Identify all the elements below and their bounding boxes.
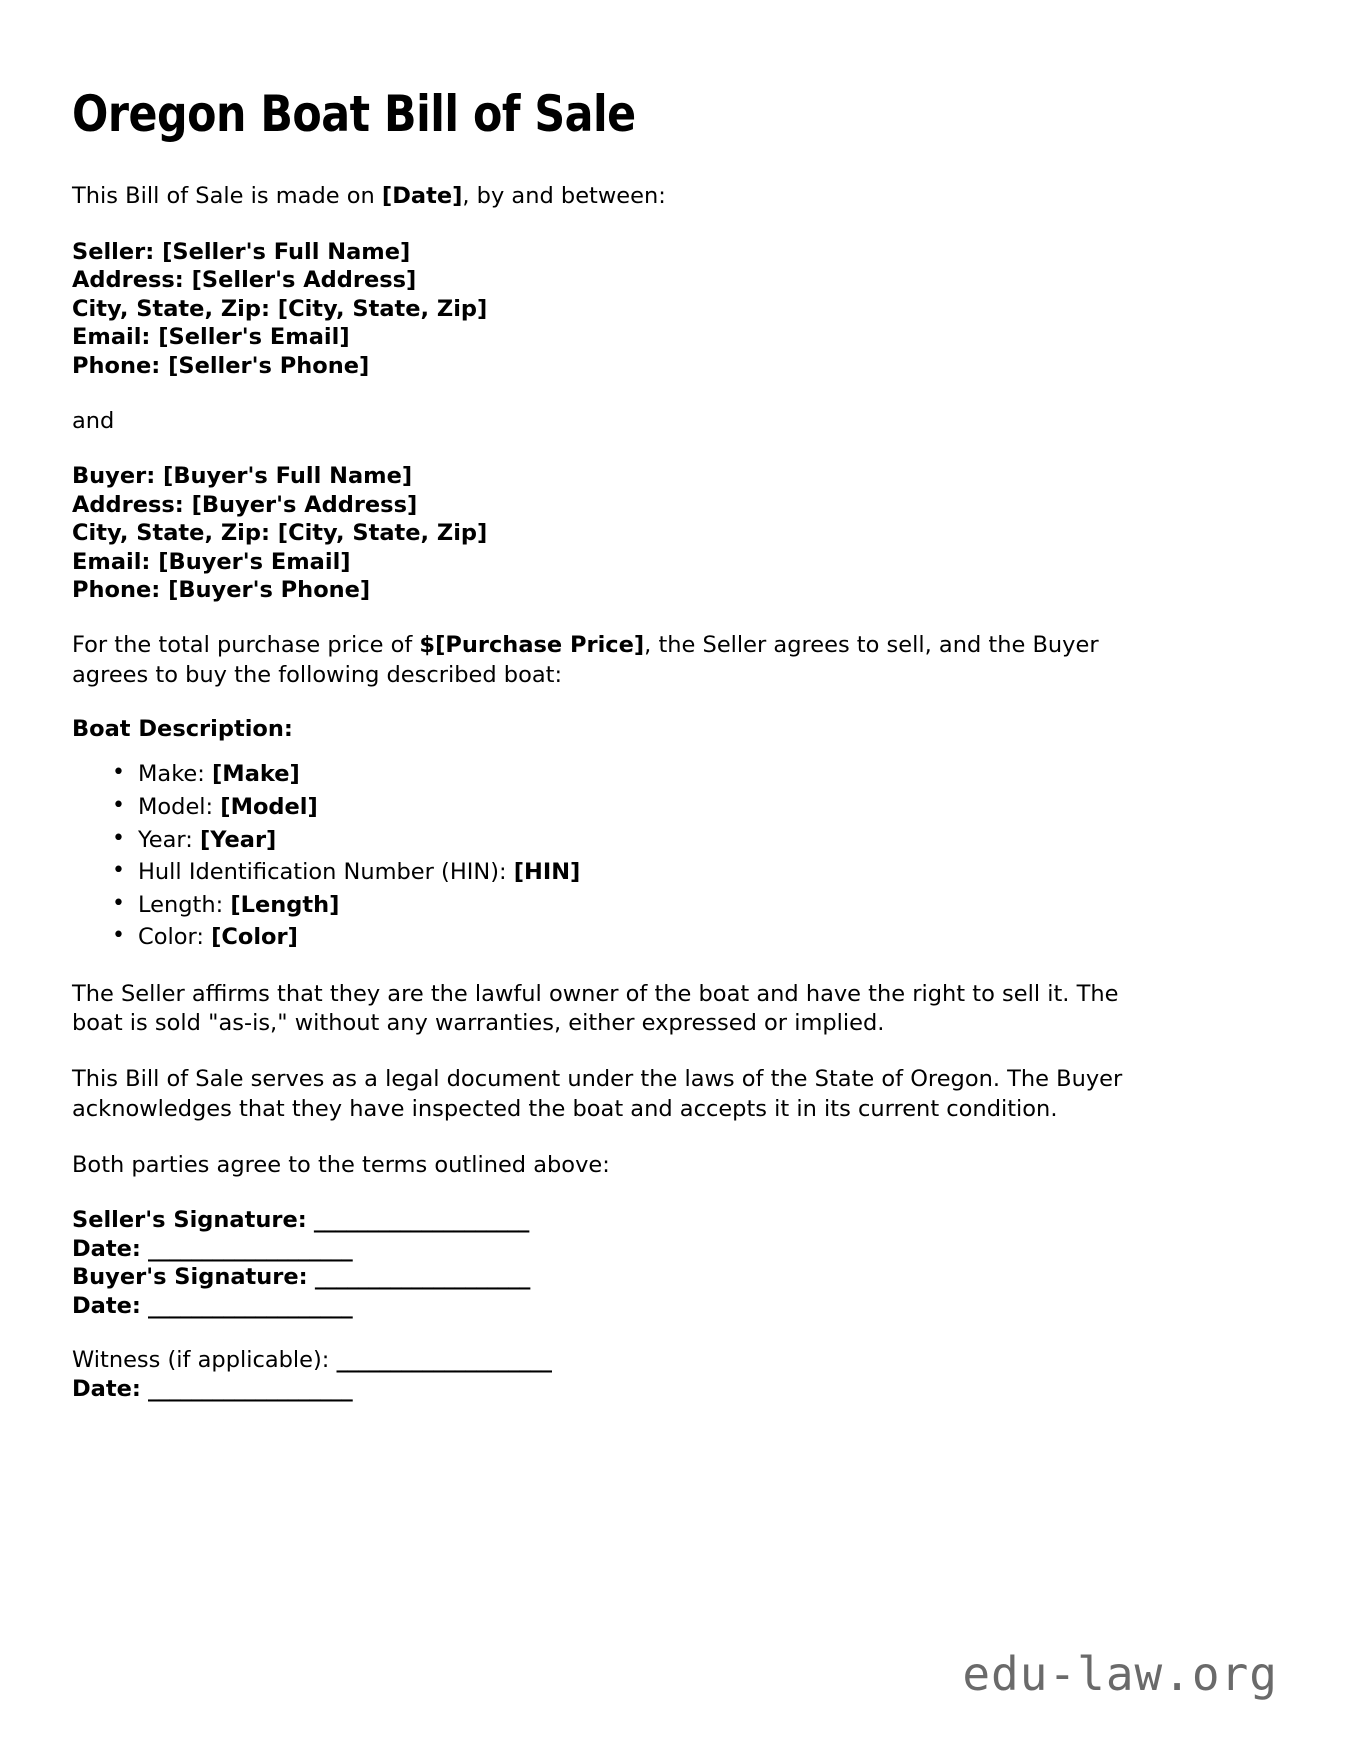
seller-email-label: Email: [72,324,151,351]
seller-name-label: Seller: [72,238,155,265]
seller-city-value: [City, State, Zip] [277,295,488,322]
boat-item-label: Model: [138,793,214,820]
boat-description-list [72,760,1254,951]
witness-label: Witness (if applicable): [72,1347,330,1374]
seller-date-line[interactable] [72,1235,1254,1264]
affirmation-paragraph: The Seller affirms that they are the lawful owner of the boat and have the right to sell it. The boat is sold "as-is," without any warranties, either expressed or implied. [72,980,1119,1037]
witness-date-label: Date: [72,1376,141,1402]
seller-block [72,238,1254,381]
seller-city-line [72,295,1254,324]
seller-name-line [72,238,1254,267]
buyer-phone-line [72,576,1254,605]
boat-item-value: [Color] [211,924,298,951]
boat-item-value: [Model] [220,793,318,820]
seller-signature-label: Seller's Signature: [72,1207,307,1234]
list-item [112,923,1254,952]
purchase-price-placeholder: $[Purchase Price] [419,632,645,658]
buyer-signature-rule[interactable]: ____________________ [314,1264,530,1291]
seller-signature-line[interactable] [72,1206,1254,1235]
boat-item-value: [Length] [230,891,340,918]
seller-city-label: City, State, Zip: [72,295,270,322]
witness-date-rule[interactable]: ___________________ [148,1376,353,1402]
buyer-phone-label: Phone: [72,577,161,604]
boat-item-label: Make: [138,761,205,788]
buyer-phone-value: [Buyer's Phone] [168,577,371,604]
buyer-address-line [72,491,1254,520]
buyer-signature-label: Buyer's Signature: [72,1264,308,1291]
bullet-icon: • [112,760,125,786]
boat-item-value: [Year] [199,826,277,853]
buyer-address-label: Address: [72,491,184,518]
price-text-after: , the Seller agrees to sell, and the Buyer agrees to buy the following described boat: [72,632,1099,688]
witness-signature-line[interactable] [72,1346,1254,1375]
purchase-price-paragraph [72,631,1147,690]
buyer-name-line [72,462,1254,491]
bullet-icon: • [112,792,125,818]
bullet-icon: • [112,858,125,884]
conjunction-text: and [72,407,115,434]
list-item [112,890,1254,920]
boat-item-label: Hull Identification Number (HIN): [138,859,507,886]
buyer-block [72,462,1254,605]
signature-block [72,1206,1254,1320]
intro-date-placeholder: [Date] [381,183,463,209]
buyer-signature-line[interactable] [72,1263,1254,1292]
seller-name-value: [Seller's Full Name] [162,238,411,265]
intro-paragraph [72,182,1147,212]
list-item [112,858,1254,887]
seller-date-label: Date: [72,1235,141,1262]
boat-item-value: [HIN] [513,859,581,886]
buyer-name-value: [Buyer's Full Name] [163,463,413,490]
list-item [112,825,1254,855]
seller-date-rule[interactable]: ___________________ [148,1235,353,1262]
seller-phone-label: Phone: [72,352,161,379]
seller-address-value: [Seller's Address] [191,267,417,294]
seller-address-line [72,266,1254,295]
witness-block [72,1346,1254,1403]
list-item [112,760,1254,789]
buyer-date-rule[interactable]: ___________________ [148,1292,353,1319]
buyer-email-label: Email: [72,548,151,575]
boat-item-label: Year: [138,826,193,853]
buyer-city-label: City, State, Zip: [72,520,270,547]
intro-text-before: This Bill of Sale is made on [72,183,382,209]
seller-phone-line [72,352,1254,381]
boat-description-heading: Boat Description: [72,716,293,743]
buyer-date-label: Date: [72,1292,141,1319]
page-title: Oregon Boat Bill of Sale [72,85,636,143]
list-item [112,792,1254,822]
seller-address-label: Address: [72,267,184,294]
buyer-city-value: [City, State, Zip] [277,520,488,547]
seller-email-value: [Seller's Email] [158,324,350,351]
buyer-date-line[interactable] [72,1292,1254,1321]
seller-phone-value: [Seller's Phone] [168,352,370,379]
boat-item-label: Length: [138,891,224,918]
price-text-before: For the total purchase price of [72,632,420,658]
buyer-email-value: [Buyer's Email] [158,548,351,575]
boat-item-value: [Make] [212,761,300,788]
bullet-icon: • [112,890,125,916]
site-watermark: edu-law.org [962,1647,1278,1701]
bullet-icon: • [112,825,125,851]
legal-paragraph: This Bill of Sale serves as a legal document under the laws of the State of Oregon. The Buyer acknowledges that they have inspected the boat and accepts it in its current condition. [72,1066,1123,1122]
witness-date-line[interactable] [72,1375,1254,1404]
witness-signature-rule[interactable]: ____________________ [336,1347,552,1374]
bullet-icon: • [112,923,125,949]
buyer-name-label: Buyer: [72,463,156,490]
buyer-email-line [72,548,1254,577]
seller-email-line [72,323,1254,352]
buyer-address-value: [Buyer's Address] [191,491,418,518]
seller-signature-rule[interactable]: ____________________ [313,1207,529,1234]
agreement-paragraph: Both parties agree to the terms outlined above: [72,1151,610,1178]
boat-item-label: Color: [138,924,204,951]
intro-text-after: , by and between: [462,183,666,209]
buyer-city-line [72,519,1254,548]
